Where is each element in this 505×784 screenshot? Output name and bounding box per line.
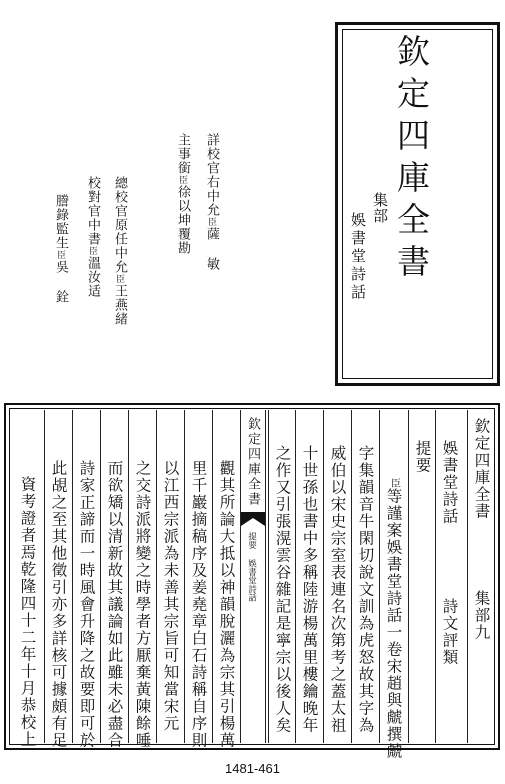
credit-note: 臣 (87, 246, 97, 256)
column-rule (72, 410, 73, 743)
credit-role: 主事銜 (175, 133, 190, 175)
column-rule (128, 410, 129, 743)
column-rule (323, 410, 324, 743)
credit-note: 臣 (177, 175, 187, 185)
gutter-title: 欽定四庫全書 (245, 417, 260, 507)
text-line-start: 臣 (388, 478, 400, 488)
credit-role: 校對官中書 (85, 176, 100, 246)
credit-line-4 (86, 176, 99, 298)
column-rule (100, 410, 101, 743)
credit-line-3 (113, 176, 126, 326)
page-collection: 集部九 (472, 590, 491, 641)
column-rule (467, 410, 468, 743)
page-category: 詩文評類 (440, 598, 459, 666)
text-line: 字集韻音牛閑切說文訓為虎怒故其字為 (356, 445, 375, 734)
credit-role: 總校官原任中允 (112, 176, 127, 274)
column-rule (212, 410, 213, 743)
credit-note: 臣 (206, 217, 216, 227)
credit-role: 詳校官右中允 (204, 133, 219, 217)
credit-name: 吳 銓 (53, 260, 68, 304)
text-line: 而欲矯以清新故其議論如此雖未必盡合 (105, 460, 124, 749)
column-rule (156, 410, 157, 743)
credit-name: 溫汝适 (85, 256, 100, 298)
credit-note: 臣 (55, 250, 65, 260)
credit-name: 徐以坤覆勘 (175, 185, 190, 255)
page-number: 1481-461 (225, 761, 280, 776)
main-title: 欽定四庫全書 (392, 34, 431, 286)
credit-line-2 (176, 133, 189, 255)
column-rule (351, 410, 352, 743)
column-rule (44, 410, 45, 743)
text-line: 里千巖摘稿序及姜堯章白石詩稱自序則 (189, 460, 208, 749)
text-line: 詩家正諦而一時風會升降之故要即可於 (77, 460, 96, 749)
column-rule (408, 410, 409, 743)
credit-note: 臣 (114, 274, 124, 284)
fishtail-mark-icon (241, 512, 265, 526)
text-line (385, 478, 401, 760)
column-rule (184, 410, 185, 743)
credit-role: 謄錄監生 (53, 194, 68, 250)
credit-name: 薩 敏 (204, 227, 219, 271)
section-heading: 提要 (413, 440, 432, 474)
page-header: 欽定四庫全書 (472, 418, 491, 520)
text-line: 觀其所論大抵以神韻脫灑為宗其引楊萬 (217, 460, 236, 749)
text-line: 之作又引張滉雲谷雜記是寧宗以後人矣 (273, 445, 292, 734)
column-rule (295, 410, 296, 743)
page-work-title: 娛書堂詩話 (440, 440, 459, 525)
gutter-subtitle: 提要 娛書堂詩話 (246, 532, 257, 602)
text-line: 此覘之至其他徵引亦多詳核可據頗有足 (49, 460, 68, 749)
text-line-rest: 等謹案娛書堂詩話一卷宋趙與虤撰虤 (384, 488, 403, 760)
text-line: 以江西宗派為未善其宗旨可知當宋元 (161, 460, 180, 732)
text-line: 十世孫也書中多稱陸游楊萬里樓鑰晚年 (300, 445, 319, 734)
work-title: 娛書堂詩話 (349, 212, 367, 302)
column-rule (379, 410, 380, 743)
collection-mark: 集部 (371, 192, 389, 224)
column-rule (268, 410, 269, 743)
credit-line-5 (54, 194, 67, 304)
text-line: 威伯以宋史宗室表連名次第考之蓋太祖 (328, 445, 347, 734)
text-line: 之交詩派將變之時學者方厭棄黃陳餘唾 (133, 460, 152, 749)
credit-name: 王燕緒 (112, 284, 127, 326)
column-rule (435, 410, 436, 743)
credit-line-1 (205, 133, 218, 271)
text-line: 資考證者焉乾隆四十二年十月恭校上 (18, 476, 37, 748)
